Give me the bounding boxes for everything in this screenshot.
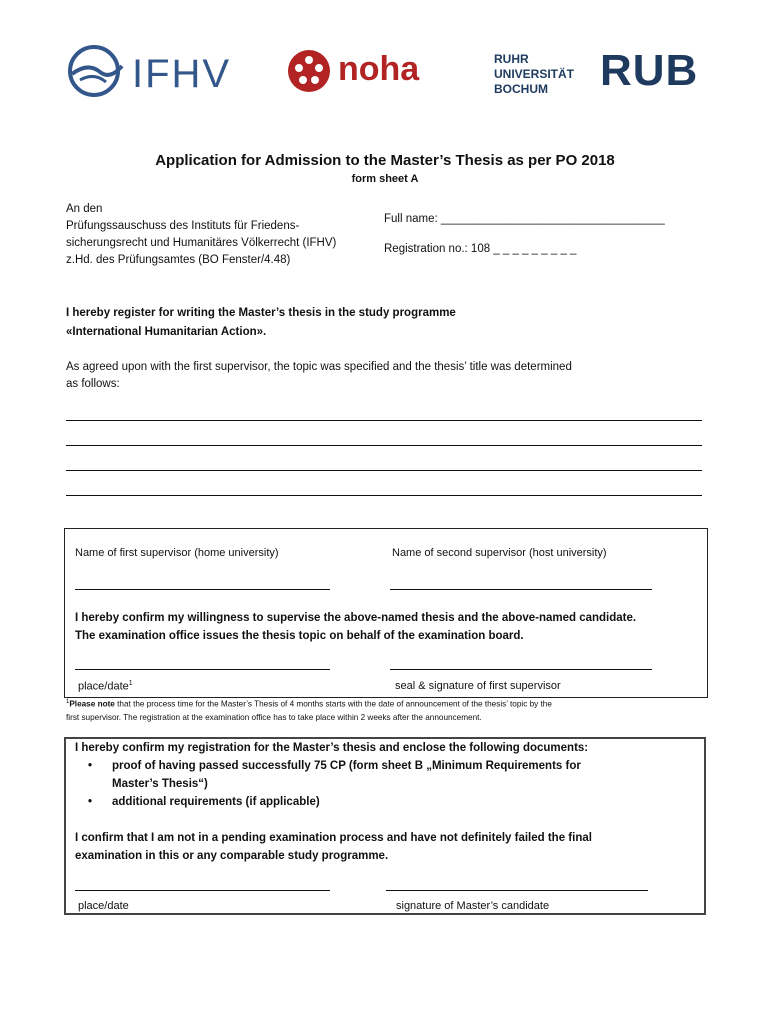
second-supervisor-name-line[interactable] [390, 589, 652, 590]
address-line: Prüfungssauschuss des Instituts für Friedens- [66, 220, 300, 232]
supervisor-confirm-line: I hereby confirm my willingness to supervise the above-named thesis and the above-named candidate. [75, 612, 637, 624]
logo-row [0, 40, 770, 110]
footnote-ref: 1 [128, 680, 133, 687]
footnote-marker: 1 [66, 699, 70, 705]
document-item-cont: Master’s Thesis“) [112, 778, 208, 790]
ifhv-logo-text: IFHV [132, 52, 232, 96]
footnote-line-1 [66, 696, 706, 711]
thesis-title-line[interactable] [66, 420, 702, 421]
noha-logo-mark [286, 48, 332, 94]
registration-statement-line: «International Humanitarian Action». [66, 326, 267, 338]
agreed-topic-line: as follows: [66, 378, 120, 390]
registration-number-field[interactable]: Registration no.: 108 _ _ _ _ _ _ _ _ _ [384, 243, 577, 255]
footnote [66, 696, 706, 724]
supervisor-signature-line[interactable] [390, 669, 652, 670]
supervisor-confirm-line: The examination office issues the thesis topic on behalf of the examination board. [75, 630, 524, 642]
document-subtitle: form sheet A [351, 173, 419, 185]
supervisor-place-date-line[interactable] [75, 669, 330, 670]
address-line: z.Hd. des Prüfungsamtes (BO Fenster/4.48) [66, 254, 291, 266]
agreed-topic-text [66, 359, 676, 393]
place-date-label [78, 680, 133, 693]
agreed-topic-line: As agreed upon with the first supervisor, the topic was specified and the thesis’ title was determined [66, 361, 572, 373]
candidate-place-date-label: place/date [78, 900, 129, 912]
thesis-title-line[interactable] [66, 495, 702, 496]
rub-logo: RUB [600, 46, 699, 95]
document-item: additional requirements (if applicable) [112, 796, 320, 808]
document-title: Application for Admission to the Master’s Thesis as per PO 2018 [155, 152, 615, 169]
place-date-text: place/date [78, 680, 129, 693]
registration-statement-line: I hereby register for writing the Master’s thesis in the study programme [66, 307, 456, 319]
address-line: An den [66, 203, 103, 215]
candidate-confirm-pending-line: I confirm that I am not in a pending examination process and have not definitely failed the final [75, 832, 592, 844]
address-line: sicherungsrecht und Humanitäres Völkerrecht (IFHV) [66, 237, 337, 249]
candidate-signature-label: signature of Master’s candidate [396, 900, 550, 912]
bullet-icon: • [88, 796, 93, 808]
candidate-box [64, 737, 706, 915]
candidate-place-date-line[interactable] [75, 890, 330, 891]
bullet-icon: • [88, 760, 93, 772]
ruhr-line-1: RUHR [494, 52, 529, 66]
footnote-bold: Please note [69, 699, 115, 709]
second-supervisor-label: Name of second supervisor (host university) [392, 547, 607, 559]
ruhr-line-2: UNIVERSITÄT [494, 67, 575, 81]
ifhv-logo-mark [66, 44, 126, 98]
candidate-confirm-pending-line: examination in this or any comparable study programme. [75, 850, 389, 862]
document-item: proof of having passed successfully 75 CP (form sheet B „Minimum Requirements for [112, 760, 581, 772]
ruhr-line-3: BOCHUM [494, 82, 548, 96]
registration-statement [66, 304, 706, 342]
candidate-signature-line[interactable] [386, 890, 648, 891]
footnote-line-2: first supervisor. The registration at the examination office has to take place within 2 weeks after the announcement. [66, 712, 482, 722]
thesis-title-line[interactable] [66, 445, 702, 446]
full-name-field[interactable]: Full name: ___________________________________ [384, 213, 665, 225]
supervisor-box [64, 528, 708, 698]
candidate-confirm-docs: I hereby confirm my registration for the Master’s thesis and enclose the following documents: [75, 742, 589, 754]
first-supervisor-label: Name of first supervisor (home university) [75, 547, 279, 559]
seal-signature-label: seal & signature of first supervisor [395, 680, 561, 692]
footnote-text: that the process time for the Master’s Thesis of 4 months starts with the date of announcement of the thesis’ topic by the [114, 699, 552, 709]
noha-logo-text: noha [338, 50, 420, 88]
address-block [66, 201, 336, 269]
first-supervisor-name-line[interactable] [75, 589, 330, 590]
ruhr-university-logo [494, 52, 574, 97]
thesis-title-line[interactable] [66, 470, 702, 471]
